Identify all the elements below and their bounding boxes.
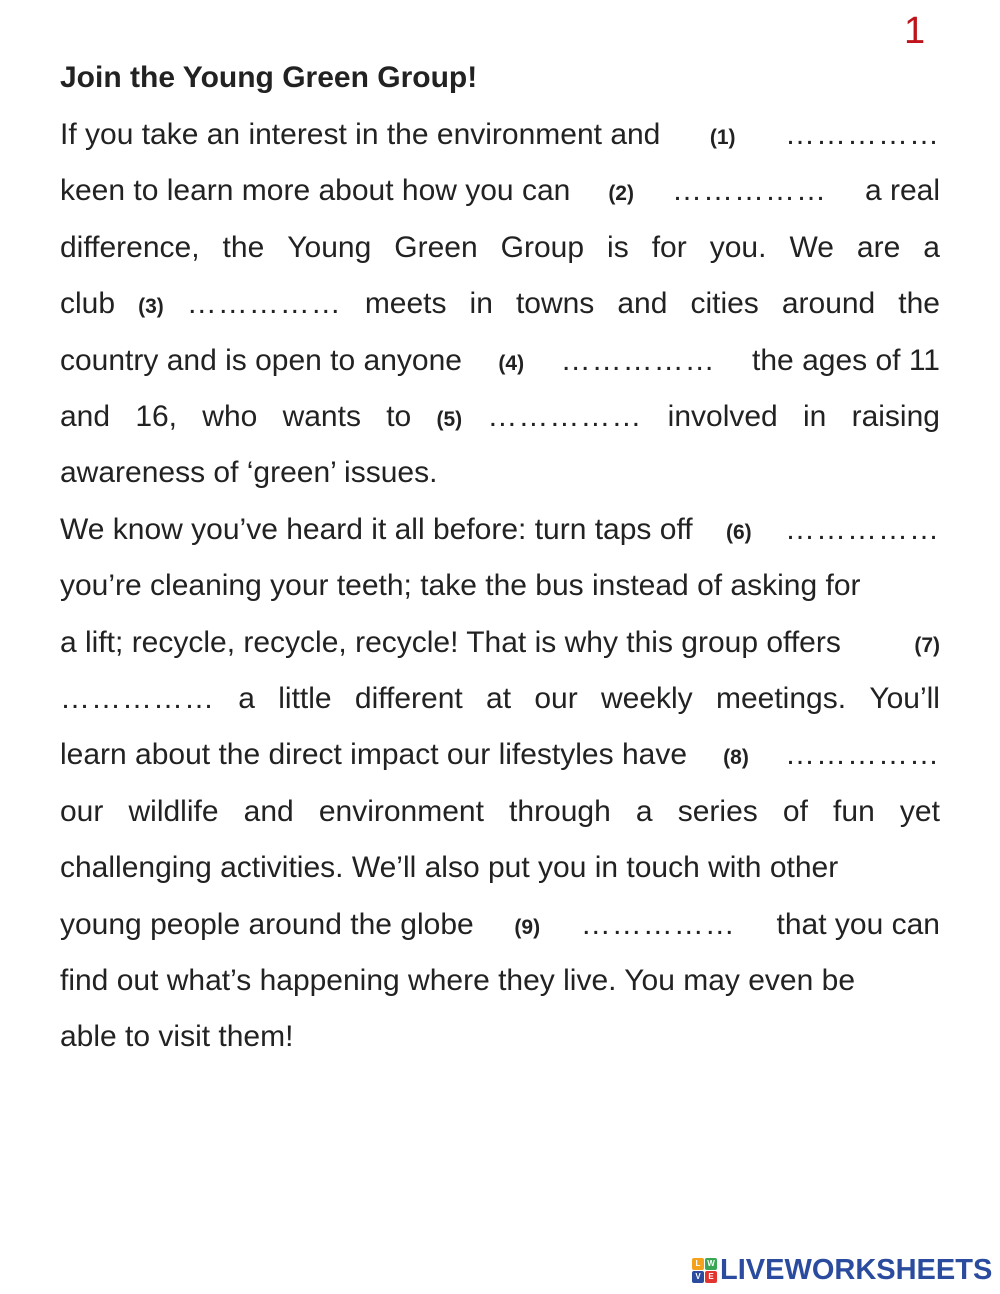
passage-text-segment: the ages of 11 [752, 343, 940, 377]
passage-text-segment: club [60, 287, 116, 321]
passage-text-segment: towns [515, 287, 595, 321]
page-title: Join the Young Green Group! [60, 61, 478, 94]
logo-mark-tile: E [705, 1271, 717, 1283]
passage-text-segment: our [60, 794, 104, 828]
gap-number-label: (3) [138, 295, 164, 319]
passage-line [60, 333, 940, 389]
logo-mark-tile: V [692, 1271, 704, 1283]
logo-text: LIVEWORKSHEETS [720, 1253, 993, 1286]
passage-text-segment: cities [690, 287, 759, 321]
passage-line [60, 276, 940, 332]
passage-text-segment: in [802, 400, 827, 433]
passage-text-segment: and [60, 400, 111, 433]
passage-line [60, 389, 940, 445]
page-number: 1 [904, 10, 926, 52]
passage-line [60, 107, 940, 163]
passage-line [60, 220, 940, 276]
passage-text-segment: a [635, 794, 653, 828]
passage-text-segment: We [789, 230, 834, 264]
passage-text-segment: Young [287, 230, 372, 264]
passage-text-segment: of [782, 794, 808, 828]
passage-line [60, 445, 940, 501]
passage-text-segment: raising [851, 400, 940, 433]
passage-text-segment: involved [667, 400, 778, 433]
passage-text-segment: the [898, 287, 940, 321]
passage-line [60, 558, 940, 614]
gap-number-label: (5) [436, 408, 463, 431]
passage-text-segment: You’ll [869, 682, 940, 715]
passage-text-segment: meetings. [715, 682, 847, 715]
passage-text-segment: different [354, 682, 463, 715]
passage-text-segment: is [607, 230, 629, 264]
passage-line [60, 615, 940, 671]
passage-text-segment: yet [899, 794, 940, 828]
passage-text-segment: challenging activities. We’ll also put you in touch with other [60, 851, 839, 885]
passage-text-segment: wildlife [128, 794, 219, 828]
passage-text-segment: through [509, 794, 611, 828]
passage-line [60, 897, 940, 953]
gap-number-label: (8) [723, 746, 749, 770]
gap-number-label: (7) [914, 633, 940, 657]
gap-number-label: (9) [514, 915, 541, 939]
passage-text-segment: series [677, 794, 758, 828]
passage-text-segment: a real [864, 174, 940, 208]
passage-text-segment: you’re cleaning your teeth; take the bus instead of asking for [60, 569, 861, 603]
passage-line [60, 953, 940, 1009]
passage-text-segment: and [617, 287, 668, 321]
gap-number-label: (4) [498, 351, 525, 375]
answer-gap-field[interactable] [785, 107, 940, 163]
passage-text-segment: for [651, 230, 687, 264]
answer-gap-field[interactable] [187, 276, 342, 332]
gap-number-label: (6) [725, 520, 752, 544]
passage-line [60, 502, 940, 558]
passage-text-segment: a [238, 682, 255, 715]
passage-line [60, 727, 940, 783]
passage-text-segment: environment [318, 794, 484, 828]
passage-text-segment: 16, [135, 400, 178, 433]
passage-text-segment: meets [364, 287, 447, 321]
passage-text-segment: around [781, 287, 876, 321]
passage-line [60, 163, 940, 219]
answer-gap-field[interactable] [785, 727, 940, 783]
passage-line [60, 671, 940, 727]
passage-text-segment: We know you’ve heard it all before: turn taps off [60, 512, 693, 546]
passage-text-segment: If you take an interest in the environment and [60, 118, 661, 151]
passage-text-segment: Group [500, 230, 585, 264]
passage-text-segment: a lift; recycle, recycle, recycle! That is why this group offers [60, 625, 841, 659]
passage-text-segment: Green [394, 230, 478, 264]
passage-text-segment: fun [833, 794, 875, 828]
passage-text-segment: are [856, 230, 901, 264]
answer-gap-field[interactable] [581, 897, 736, 953]
passage-text-segment: at [486, 682, 512, 715]
answer-gap-field[interactable] [785, 502, 940, 558]
passage-text-segment: that you can [776, 907, 940, 941]
passage-text-segment: our [534, 682, 578, 715]
liveworksheets-logo-icon [692, 1258, 717, 1283]
passage-text-segment: little [278, 682, 332, 715]
passage-text-segment: weekly [600, 682, 693, 715]
passage-line [60, 784, 940, 840]
passage-text-segment: find out what’s happening where they live. You may even be [60, 964, 855, 997]
passage-text-segment: awareness of ‘green’ issues. [60, 456, 438, 490]
passage-text-segment: a [923, 230, 940, 264]
passage-text-segment: and [243, 794, 294, 828]
passage-text-segment: country and is open to anyone [60, 343, 462, 377]
passage-text-segment: wants [282, 400, 361, 433]
liveworksheets-logo [692, 1253, 992, 1287]
passage-text-segment: able to visit them! [60, 1020, 294, 1054]
logo-mark-tile: W [705, 1258, 717, 1270]
passage-text-segment: young people around the globe [60, 907, 474, 941]
passage-line [60, 840, 940, 896]
answer-gap-field[interactable] [561, 333, 716, 389]
passage-text-segment: learn about the direct impact our lifestyles have [60, 738, 687, 772]
logo-mark-tile: L [692, 1258, 704, 1270]
passage-text-segment: keen to learn more about how you can [60, 174, 571, 208]
passage-text-segment: in [469, 287, 493, 321]
answer-gap-field[interactable] [60, 671, 215, 727]
answer-gap-field[interactable] [487, 389, 642, 445]
passage-line [60, 1009, 940, 1065]
gap-number-label: (1) [709, 126, 736, 149]
passage-text-segment: you. [709, 230, 767, 264]
passage-text-segment: to [386, 400, 412, 433]
answer-gap-field[interactable] [672, 163, 827, 219]
gap-number-label: (2) [608, 182, 634, 206]
passage-text-segment: difference, [60, 230, 200, 264]
passage-text-segment: the [222, 230, 265, 264]
passage-text-segment: who [202, 400, 258, 433]
